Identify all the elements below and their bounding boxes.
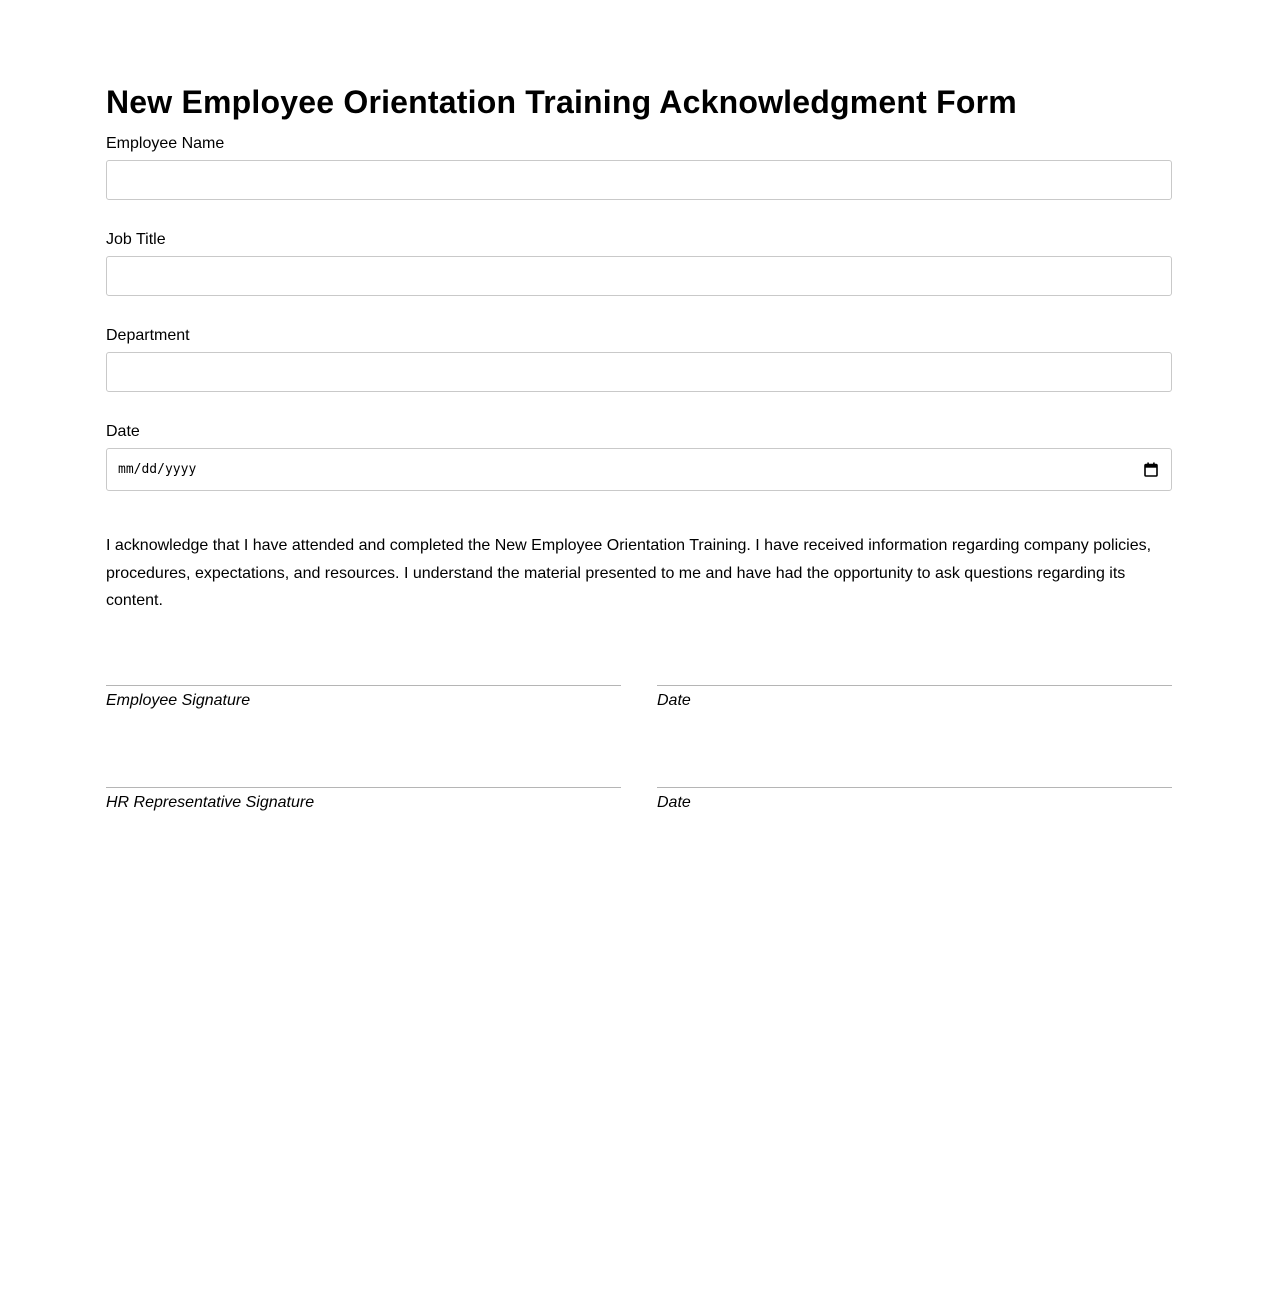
employee-signature-caption: Employee Signature	[106, 691, 251, 709]
hr-signature-line	[106, 787, 621, 788]
department-label: Department	[106, 327, 190, 344]
employee-name-label: Employee Name	[106, 135, 225, 152]
acknowledgment-statement: I acknowledge that I have attended and completed the New Employee Orientation Training. I have received information regarding company policies, procedures, expectations, and resources. I understand the material presented to me and have had the opportunity to ask questions regarding its content.	[106, 537, 1152, 609]
employee-date-line	[657, 685, 1172, 686]
employee-name-group	[106, 134, 1172, 200]
employee-date-block	[657, 685, 1172, 711]
date-label: Date	[106, 423, 140, 440]
date-group	[106, 422, 1172, 491]
hr-signature-row	[106, 787, 1172, 813]
spacer	[106, 124, 1172, 134]
department-group	[106, 326, 1172, 392]
employee-name-input[interactable]	[106, 160, 1172, 200]
employee-signature-line	[106, 685, 621, 686]
employee-date-caption: Date	[657, 691, 691, 709]
hr-date-block	[657, 787, 1172, 813]
date-placeholder: mm/dd/yyyy	[118, 462, 197, 477]
hr-date-caption: Date	[657, 793, 691, 811]
date-input[interactable]	[106, 448, 1172, 491]
hr-signature-block	[106, 787, 621, 813]
page-title: New Employee Orientation Training Acknowledgment Form	[106, 84, 1017, 120]
department-input[interactable]	[106, 352, 1172, 392]
job-title-group	[106, 230, 1172, 296]
calendar-icon[interactable]	[1144, 462, 1158, 477]
employee-signature-block	[106, 685, 621, 711]
acknowledgment-form	[106, 80, 1172, 813]
job-title-label: Job Title	[106, 231, 166, 248]
hr-date-line	[657, 787, 1172, 788]
hr-signature-caption: HR Representative Signature	[106, 793, 315, 811]
job-title-input[interactable]	[106, 256, 1172, 296]
employee-signature-row	[106, 685, 1172, 711]
